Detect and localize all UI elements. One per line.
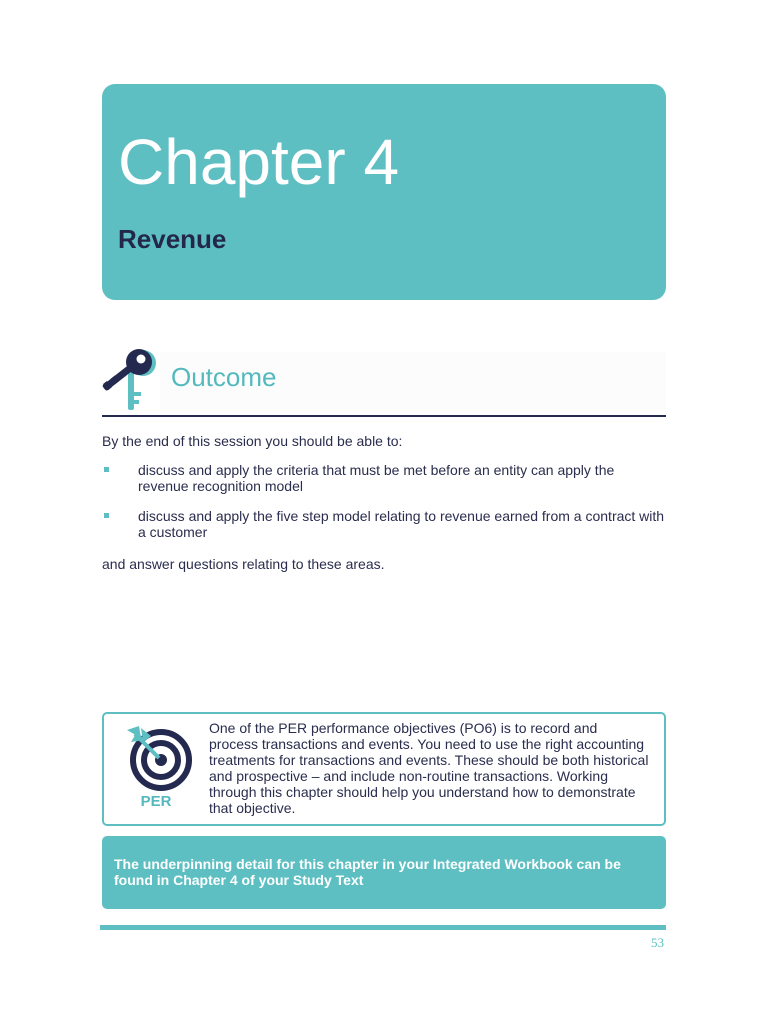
bullet-text: discuss and apply the criteria that must be met before an entity can apply the revenue recognition model <box>138 462 615 494</box>
bullet-marker <box>104 467 109 472</box>
list-item <box>102 508 666 540</box>
study-text-note <box>102 836 666 909</box>
outcome-divider <box>102 415 666 417</box>
per-label: PER <box>140 793 172 810</box>
outcome-intro: By the end of this session you should be able to: <box>102 433 403 449</box>
outcome-heading: Outcome <box>171 362 277 392</box>
bullet-marker <box>104 513 109 518</box>
outcome-header <box>102 346 666 418</box>
study-text-note-text: The underpinning detail for this chapter in your Integrated Workbook can be found in Chapter 4 of your Study Text <box>114 856 621 888</box>
per-description: One of the PER performance objectives (PO6) is to record and process transactions and events. You need to use the right accounting treatments for transactions and events. These should be both historical and prospective – and include non-routine transactions. Working through this chapter should help you understand how to demonstrate that objective. <box>209 720 649 816</box>
per-box <box>102 712 666 826</box>
outcome-outro: and answer questions relating to these areas. <box>102 556 385 572</box>
list-item <box>102 462 666 494</box>
footer-divider <box>100 925 666 930</box>
key-icon <box>102 346 160 412</box>
chapter-banner <box>102 84 666 300</box>
bullet-text: discuss and apply the five step model relating to revenue earned from a contract with a customer <box>138 508 665 540</box>
chapter-subtitle: Revenue <box>118 224 227 254</box>
chapter-title: Chapter 4 <box>118 126 400 198</box>
outcome-bullet-list <box>102 462 666 554</box>
page-number: 53 <box>651 935 664 950</box>
target-icon <box>123 722 193 792</box>
